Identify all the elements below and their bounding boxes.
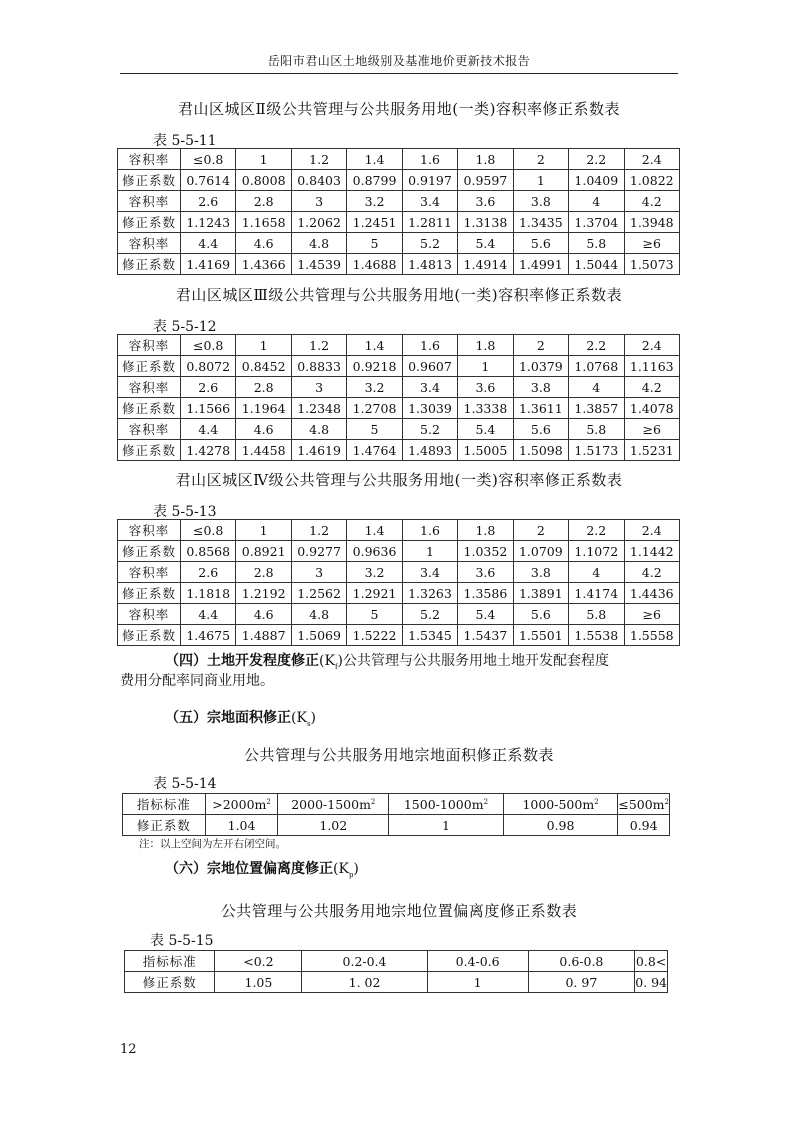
table-cell: 1.3263 (402, 583, 457, 604)
table-cell: 4 (569, 191, 624, 212)
table-cell: 1 (236, 335, 291, 356)
table-cell: 1.1163 (624, 356, 680, 377)
table-cell: 4.8 (291, 419, 346, 440)
table-cell: 1.4675 (181, 625, 236, 646)
header-cell: $\le 500m^2$ (618, 794, 670, 815)
table-cell: 1.3435 (513, 212, 568, 233)
table-row (118, 149, 680, 170)
table-cell: 1.4366 (236, 254, 291, 275)
table-cell: 5.6 (513, 419, 568, 440)
table-cell: 1.5222 (347, 625, 402, 646)
table-cell: 1.4619 (291, 440, 346, 461)
table-row (118, 254, 680, 275)
table-cell: 1.4539 (291, 254, 346, 275)
table-row (118, 562, 680, 583)
row-header-cell: 容积率 (118, 419, 181, 440)
table-cell: 1.5558 (624, 625, 680, 646)
table-cell: 1.8 (458, 149, 513, 170)
table-cell: 1.6 (402, 149, 457, 170)
table-cell: 1.3338 (458, 398, 513, 419)
row-header-cell: 容积率 (118, 149, 181, 170)
table-cell: 1.6 (402, 335, 457, 356)
table-cell: 1.4 (347, 335, 402, 356)
table-cell: 1 (402, 541, 457, 562)
table-cell: 5.2 (402, 233, 457, 254)
table-cell: 4.4 (181, 604, 236, 625)
table-caption-5-5-12: 君山区城区Ⅲ级公共管理与公共服务用地(一类)容积率修正系数表 (175, 286, 623, 304)
table-cell: 0.9218 (347, 356, 402, 377)
table-cell: 2.6 (181, 377, 236, 398)
table-number-5-5-11: 表 5-5-11 (153, 133, 217, 149)
section-6-heading-line (165, 859, 359, 885)
section-6-heading: （六）宗地位置偏离度修正 (165, 861, 333, 877)
row-header-cell: 修正系数 (118, 583, 181, 604)
header-cell: $1500-1000m^2$ (389, 794, 504, 815)
row-header-cell: 修正系数 (118, 170, 181, 191)
table-cell: 3.2 (347, 191, 402, 212)
table-cell: 5 (347, 419, 402, 440)
k-symbol: $(K_f)$ (319, 653, 343, 671)
table-cell: 1 (236, 149, 291, 170)
table-cell: 1.5005 (458, 440, 513, 461)
table-cell: 1.1442 (624, 541, 680, 562)
table-cell: 2.2 (569, 149, 624, 170)
table-cell: 0. 97 (528, 972, 635, 993)
row-header-cell: 修正系数 (118, 212, 181, 233)
table-cell: 2.6 (181, 191, 236, 212)
table-cell: 1 (389, 815, 504, 836)
row-header-cell: 修正系数 (118, 440, 181, 461)
header-cell: $2000-1500m^2$ (278, 794, 389, 815)
table-cell: ≤0.8 (181, 335, 236, 356)
table-cell: 0.9597 (458, 170, 513, 191)
table-cell: 2 (513, 149, 568, 170)
table-cell: 4.4 (181, 419, 236, 440)
header-cell: $1000-500m^2$ (503, 794, 618, 815)
table-cell: 1.0768 (569, 356, 624, 377)
table-cell: 5.4 (458, 419, 513, 440)
header-cell: 0.8< (635, 951, 668, 972)
table-cell: 1.3948 (624, 212, 680, 233)
table-cell: 2.8 (236, 562, 291, 583)
table-cell: 1.5231 (624, 440, 680, 461)
table-cell: 1.4 (347, 520, 402, 541)
table-row (118, 377, 680, 398)
table-cell: 1.4436 (624, 583, 680, 604)
table-cell: 1.2062 (291, 212, 346, 233)
table-cell: 1 (513, 170, 568, 191)
table-cell: 3.8 (513, 191, 568, 212)
table-cell: 2.8 (236, 191, 291, 212)
table-row (118, 335, 680, 356)
table-cell: 1.2 (291, 149, 346, 170)
table-cell: 1.2348 (291, 398, 346, 419)
table-cell: 1.2921 (347, 583, 402, 604)
table-caption-5-5-14: 公共管理与公共服务用地宗地面积修正系数表 (243, 746, 554, 764)
table-cell: 1.6 (402, 520, 457, 541)
table-row (118, 520, 680, 541)
table-cell: 1.5345 (402, 625, 457, 646)
table-cell: 3.8 (513, 377, 568, 398)
location-deviation-correction-table (124, 950, 668, 993)
table-row (118, 583, 680, 604)
table-row (118, 170, 680, 191)
table-row (123, 815, 670, 836)
table-number-5-5-14: 表 5-5-14 (153, 776, 217, 792)
row-header-cell: 容积率 (118, 562, 181, 583)
table-cell: 2.4 (624, 335, 680, 356)
table-row (118, 625, 680, 646)
table-number-5-5-12: 表 5-5-12 (153, 319, 217, 335)
section-5-heading-line (165, 708, 316, 734)
table-cell: 1.4887 (236, 625, 291, 646)
row-header-cell: 修正系数 (118, 254, 181, 275)
table-cell: 3.4 (402, 377, 457, 398)
table-cell: 2.4 (624, 149, 680, 170)
table-cell: 1.4278 (181, 440, 236, 461)
table-cell: 3 (291, 377, 346, 398)
section-4-text: 公共管理与公共服务用地土地开发配套程度 (343, 653, 609, 669)
table-cell: 1.4 (347, 149, 402, 170)
table-cell: 3.4 (402, 191, 457, 212)
row-header-cell: 修正系数 (118, 356, 181, 377)
table-note: 注：以上空间为左开右闭空间。 (139, 838, 286, 850)
table-cell: 1 (427, 972, 528, 993)
table-cell: 4.8 (291, 604, 346, 625)
row-header-cell: 容积率 (118, 335, 181, 356)
table-cell: 5.2 (402, 604, 457, 625)
running-header: 岳阳市君山区土地级别及基准地价更新技术报告 (267, 54, 531, 68)
table-cell: 2 (513, 520, 568, 541)
table-cell: 1.2811 (402, 212, 457, 233)
table-row (118, 604, 680, 625)
table-cell: 1.4813 (402, 254, 457, 275)
table-row (118, 419, 680, 440)
table-cell: 1.5538 (569, 625, 624, 646)
table-cell: 0.8833 (291, 356, 346, 377)
table-cell: 1.02 (278, 815, 389, 836)
table-cell: 1.5069 (291, 625, 346, 646)
table-cell: 4.8 (291, 233, 346, 254)
table-cell: 0.8072 (181, 356, 236, 377)
table-row (118, 541, 680, 562)
table-cell: 5.8 (569, 604, 624, 625)
table-cell: 0.8799 (347, 170, 402, 191)
table-cell: 3.2 (347, 562, 402, 583)
table-cell: 0.9197 (402, 170, 457, 191)
table-cell: 1.5098 (513, 440, 568, 461)
header-cell: <0.2 (215, 951, 302, 972)
header-cell: 0.2-0.4 (302, 951, 427, 972)
row-header-cell: 容积率 (118, 191, 181, 212)
row-header-cell: 修正系数 (118, 625, 181, 646)
table-cell: 4.6 (236, 233, 291, 254)
table-cell: 3.6 (458, 562, 513, 583)
table-cell: 0.98 (503, 815, 618, 836)
table-cell: 1.1818 (181, 583, 236, 604)
table-cell: 0.8452 (236, 356, 291, 377)
table-cell: 1.4458 (236, 440, 291, 461)
table-cell: 1. 02 (302, 972, 427, 993)
table-cell: 1.2708 (347, 398, 402, 419)
table-cell: 1.3891 (513, 583, 568, 604)
row-header-cell: 容积率 (118, 604, 181, 625)
table-cell: 4.2 (624, 562, 680, 583)
section-4-line2: 费用分配率同商业用地。 (120, 673, 274, 689)
table-row (118, 398, 680, 419)
table-cell: 3.8 (513, 562, 568, 583)
table-cell: 1.1658 (236, 212, 291, 233)
table-cell: 2.4 (624, 520, 680, 541)
table-cell: 1.2192 (236, 583, 291, 604)
header-cell: $>2000m^2$ (205, 794, 278, 815)
table-cell: 0.9277 (291, 541, 346, 562)
table-cell: 1.0822 (624, 170, 680, 191)
table-cell: 1.8 (458, 335, 513, 356)
table-cell: 1.0379 (513, 356, 568, 377)
table-cell: 0.8403 (291, 170, 346, 191)
table-cell: 1.5437 (458, 625, 513, 646)
table-row (125, 972, 668, 993)
table-cell: 1.4688 (347, 254, 402, 275)
table-cell: 1.0409 (569, 170, 624, 191)
table-cell: 1.4078 (624, 398, 680, 419)
table-cell: 4 (569, 562, 624, 583)
row-header-cell: 指标标准 (123, 794, 206, 815)
row-header-cell: 容积率 (118, 377, 181, 398)
table-cell: 3.6 (458, 191, 513, 212)
table-cell: 1.4764 (347, 440, 402, 461)
far-correction-table-grade-3 (117, 334, 680, 461)
table-cell: 5.2 (402, 419, 457, 440)
table-cell: 1 (458, 356, 513, 377)
section-4-heading: （四）土地开发程度修正 (165, 653, 319, 669)
table-cell: 3.6 (458, 377, 513, 398)
table-caption-5-5-13: 君山区城区Ⅳ级公共管理与公共服务用地(一类)容积率修正系数表 (175, 471, 623, 489)
table-cell: 2.6 (181, 562, 236, 583)
header-cell: 0.4-0.6 (427, 951, 528, 972)
table-cell: 4.2 (624, 191, 680, 212)
table-cell: 3 (291, 191, 346, 212)
far-correction-table-grade-2 (117, 148, 680, 275)
table-cell: 1.1964 (236, 398, 291, 419)
table-cell: 1.1072 (569, 541, 624, 562)
table-cell: 2.2 (569, 520, 624, 541)
row-header-cell: 指标标准 (125, 951, 215, 972)
header-cell: 0.6-0.8 (528, 951, 635, 972)
table-cell: 0.9636 (347, 541, 402, 562)
table-cell: 1.04 (205, 815, 278, 836)
table-cell: 0.8008 (236, 170, 291, 191)
table-cell: 0.8921 (236, 541, 291, 562)
row-header-cell: 容积率 (118, 520, 181, 541)
table-cell: 1.4893 (402, 440, 457, 461)
table-cell: 5.6 (513, 604, 568, 625)
table-cell: 1.5173 (569, 440, 624, 461)
table-cell: 2.8 (236, 377, 291, 398)
table-caption-5-5-15: 公共管理与公共服务用地宗地位置偏离度修正系数表 (220, 902, 578, 920)
table-cell: 1.4174 (569, 583, 624, 604)
table-cell: ≥6 (624, 419, 680, 440)
parcel-area-correction-table (122, 793, 670, 836)
table-cell: 2 (513, 335, 568, 356)
table-cell: 5 (347, 604, 402, 625)
table-cell: 1.05 (215, 972, 302, 993)
table-cell: ≥6 (624, 233, 680, 254)
table-header-row (125, 951, 668, 972)
table-cell: 4.4 (181, 233, 236, 254)
k-symbol: $(K_p)$ (333, 861, 359, 879)
table-row (118, 356, 680, 377)
row-header-cell: 修正系数 (125, 972, 215, 993)
table-cell: 1.4991 (513, 254, 568, 275)
table-cell: 1.1243 (181, 212, 236, 233)
page-number: 12 (120, 1042, 137, 1057)
table-cell: 0.9607 (402, 356, 457, 377)
table-cell: 5.8 (569, 419, 624, 440)
table-cell: 0. 94 (635, 972, 668, 993)
table-cell: 3.2 (347, 377, 402, 398)
table-row (118, 212, 680, 233)
row-header-cell: 修正系数 (123, 815, 206, 836)
table-cell: 5.4 (458, 233, 513, 254)
table-cell: ≥6 (624, 604, 680, 625)
table-cell: 4.6 (236, 604, 291, 625)
table-cell: 1.2 (291, 520, 346, 541)
table-cell: 1.3586 (458, 583, 513, 604)
table-cell: 1.3611 (513, 398, 568, 419)
table-cell: 1.3039 (402, 398, 457, 419)
far-correction-table-grade-4 (117, 519, 680, 646)
row-header-cell: 容积率 (118, 233, 181, 254)
table-cell: 1.4914 (458, 254, 513, 275)
table-header-row (123, 794, 670, 815)
table-cell: 1.0352 (458, 541, 513, 562)
table-cell: 1.2451 (347, 212, 402, 233)
table-cell: 1.4169 (181, 254, 236, 275)
table-cell: 3 (291, 562, 346, 583)
table-cell: ≤0.8 (181, 149, 236, 170)
table-cell: 1.3138 (458, 212, 513, 233)
table-number-5-5-13: 表 5-5-13 (153, 504, 217, 520)
table-cell: 1.2 (291, 335, 346, 356)
table-cell: 1.1566 (181, 398, 236, 419)
table-caption-5-5-11: 君山区城区Ⅱ级公共管理与公共服务用地(一类)容积率修正系数表 (178, 100, 620, 118)
row-header-cell: 修正系数 (118, 541, 181, 562)
table-cell: 1 (236, 520, 291, 541)
table-row (118, 191, 680, 212)
table-cell: 4 (569, 377, 624, 398)
table-row (118, 440, 680, 461)
table-cell: ≤0.8 (181, 520, 236, 541)
table-cell: 1.8 (458, 520, 513, 541)
section-5-heading: （五）宗地面积修正 (165, 710, 291, 726)
table-cell: 1.3857 (569, 398, 624, 419)
k-symbol: $(K_s)$ (291, 710, 316, 728)
table-cell: 1.5044 (569, 254, 624, 275)
table-cell: 3.4 (402, 562, 457, 583)
table-cell: 5.6 (513, 233, 568, 254)
table-number-5-5-15: 表 5-5-15 (150, 933, 214, 949)
table-cell: 5.4 (458, 604, 513, 625)
table-cell: 1.3704 (569, 212, 624, 233)
table-cell: 5.8 (569, 233, 624, 254)
table-row (118, 233, 680, 254)
table-cell: 4.2 (624, 377, 680, 398)
table-cell: 1.5073 (624, 254, 680, 275)
table-cell: 0.7614 (181, 170, 236, 191)
table-cell: 1.5501 (513, 625, 568, 646)
table-cell: 1.2562 (291, 583, 346, 604)
table-cell: 1.0709 (513, 541, 568, 562)
table-cell: 0.8568 (181, 541, 236, 562)
header-divider (120, 73, 678, 74)
table-cell: 0.94 (618, 815, 670, 836)
table-cell: 2.2 (569, 335, 624, 356)
table-cell: 4.6 (236, 419, 291, 440)
row-header-cell: 修正系数 (118, 398, 181, 419)
table-cell: 5 (347, 233, 402, 254)
